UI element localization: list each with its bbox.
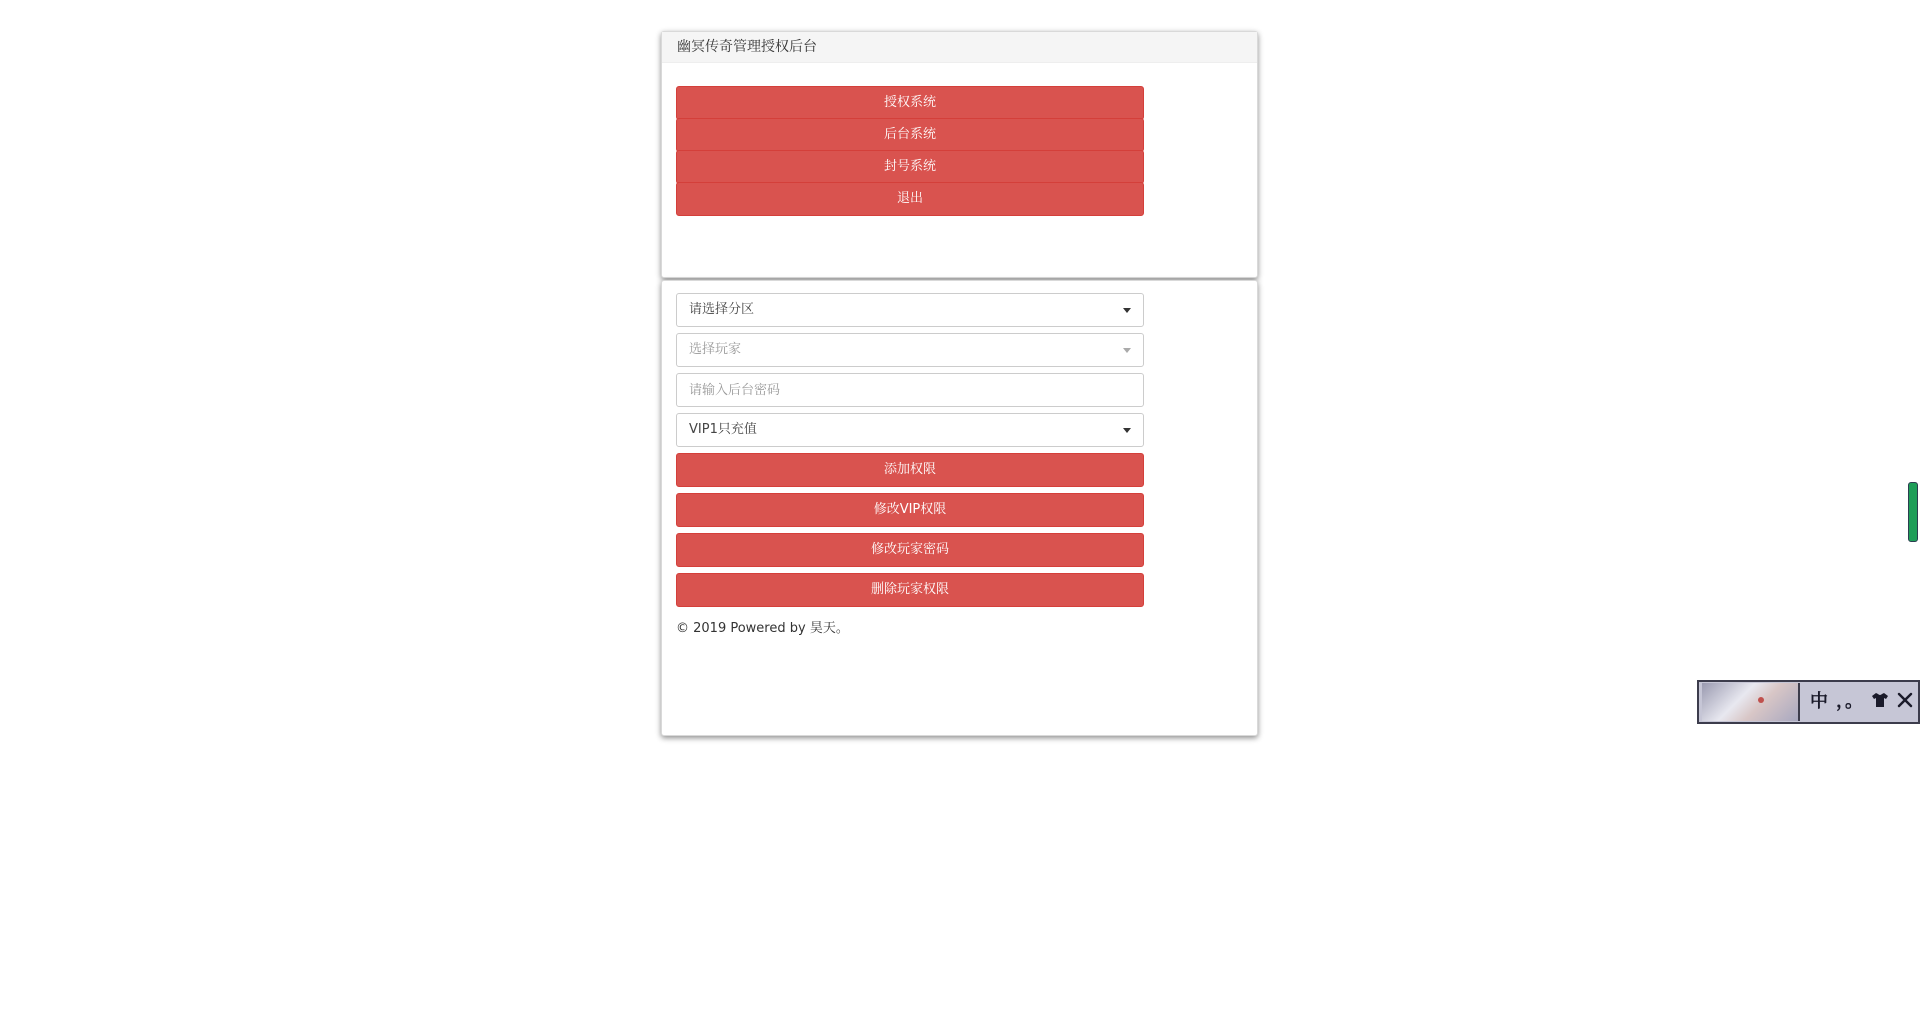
- zone-select[interactable]: [676, 293, 1144, 327]
- side-scroll-indicator[interactable]: [1908, 482, 1918, 542]
- admin-password-input[interactable]: [676, 373, 1144, 407]
- zone-select-value: 请选择分区: [689, 302, 755, 317]
- chevron-down-icon: [1123, 308, 1131, 313]
- edit-vip-permission-button[interactable]: 修改VIP权限: [676, 493, 1144, 527]
- change-player-password-button[interactable]: 修改玩家密码: [676, 533, 1144, 567]
- delete-player-permission-button[interactable]: 删除玩家权限: [676, 573, 1144, 607]
- ime-toolbar[interactable]: [1697, 680, 1920, 724]
- tools-icon[interactable]: [1897, 692, 1913, 712]
- avatar-icon[interactable]: [1702, 683, 1800, 721]
- logout-button[interactable]: 退出: [676, 182, 1144, 216]
- shirt-icon[interactable]: [1871, 692, 1889, 712]
- add-permission-button[interactable]: 添加权限: [676, 453, 1144, 487]
- vip-select-value: VIP1只充值: [689, 422, 757, 437]
- admin-system-button[interactable]: 后台系统: [676, 118, 1144, 152]
- footer-copyright: © 2019 Powered by 昊天。: [676, 621, 849, 636]
- vip-select[interactable]: [676, 413, 1144, 447]
- nav-panel: [661, 31, 1258, 278]
- chevron-down-icon: [1123, 428, 1131, 433]
- avatar-eye: [1758, 697, 1764, 703]
- player-select[interactable]: [676, 333, 1144, 367]
- chevron-down-icon: [1123, 348, 1131, 353]
- ime-punct-toggle[interactable]: ，。: [1836, 691, 1863, 712]
- ban-system-button[interactable]: 封号系统: [676, 150, 1144, 184]
- permission-form-panel: [661, 280, 1258, 736]
- auth-system-button[interactable]: 授权系统: [676, 86, 1144, 120]
- panel-title: 幽冥传奇管理授权后台: [662, 32, 1257, 63]
- ime-mode-toggle[interactable]: 中: [1810, 691, 1828, 712]
- player-select-value: 选择玩家: [689, 342, 742, 357]
